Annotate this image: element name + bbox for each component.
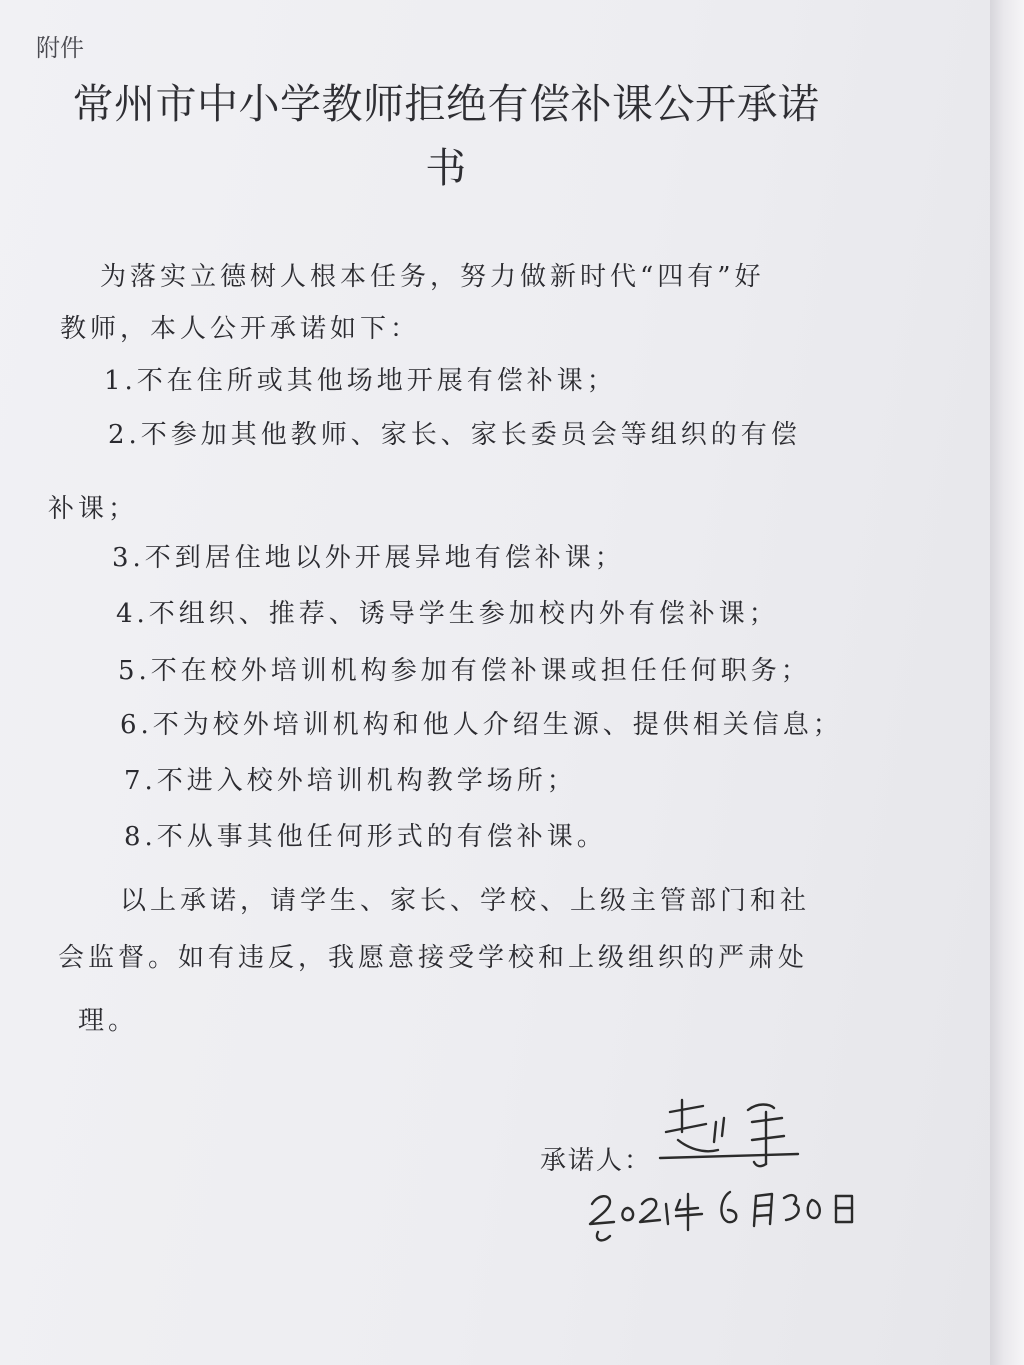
body-line: 教师，本人公开承诺如下：: [60, 314, 421, 344]
paper-edge: [990, 0, 1024, 1365]
commitment-item: 4.不组织、推荐、诱导学生参加校内外有偿补课；: [116, 599, 779, 629]
commitment-item: 6.不为校外培训机构和他人介绍生源、提供相关信息；: [120, 710, 843, 740]
commitment-item: 2.不参加其他教师、家长、家长委员会等组织的有偿: [108, 420, 801, 450]
commitment-item: 1.不在住所或其他场地开展有偿补课；: [104, 366, 617, 396]
commitment-item-continuation: 补课；: [48, 494, 139, 524]
body-line: 会监督。如有违反，我愿意接受学校和上级组织的严肃处: [58, 943, 809, 973]
body-line: 为落实立德树人根本任务，努力做新时代“四有”好: [100, 262, 765, 292]
body-line: 理。: [78, 1006, 139, 1036]
handwritten-signature: [648, 1092, 818, 1182]
attachment-label: 附件: [36, 34, 84, 62]
signatory-label: 承诺人：: [540, 1146, 653, 1176]
commitment-item: 3.不到居住地以外开展异地有偿补课；: [112, 543, 625, 573]
handwritten-date: [580, 1170, 870, 1250]
commitment-item: 7.不进入校外培训机构教学场所；: [124, 766, 577, 796]
document-title: 常州市中小学教师拒绝有偿补课公开承诺书: [72, 80, 820, 192]
commitment-item: 5.不在校外培训机构参加有偿补课或担任任何职务；: [118, 656, 811, 686]
body-line: 以上承诺，请学生、家长、学校、上级主管部门和社: [120, 886, 811, 916]
commitment-item: 8.不从事其他任何形式的有偿补课。: [124, 822, 607, 852]
